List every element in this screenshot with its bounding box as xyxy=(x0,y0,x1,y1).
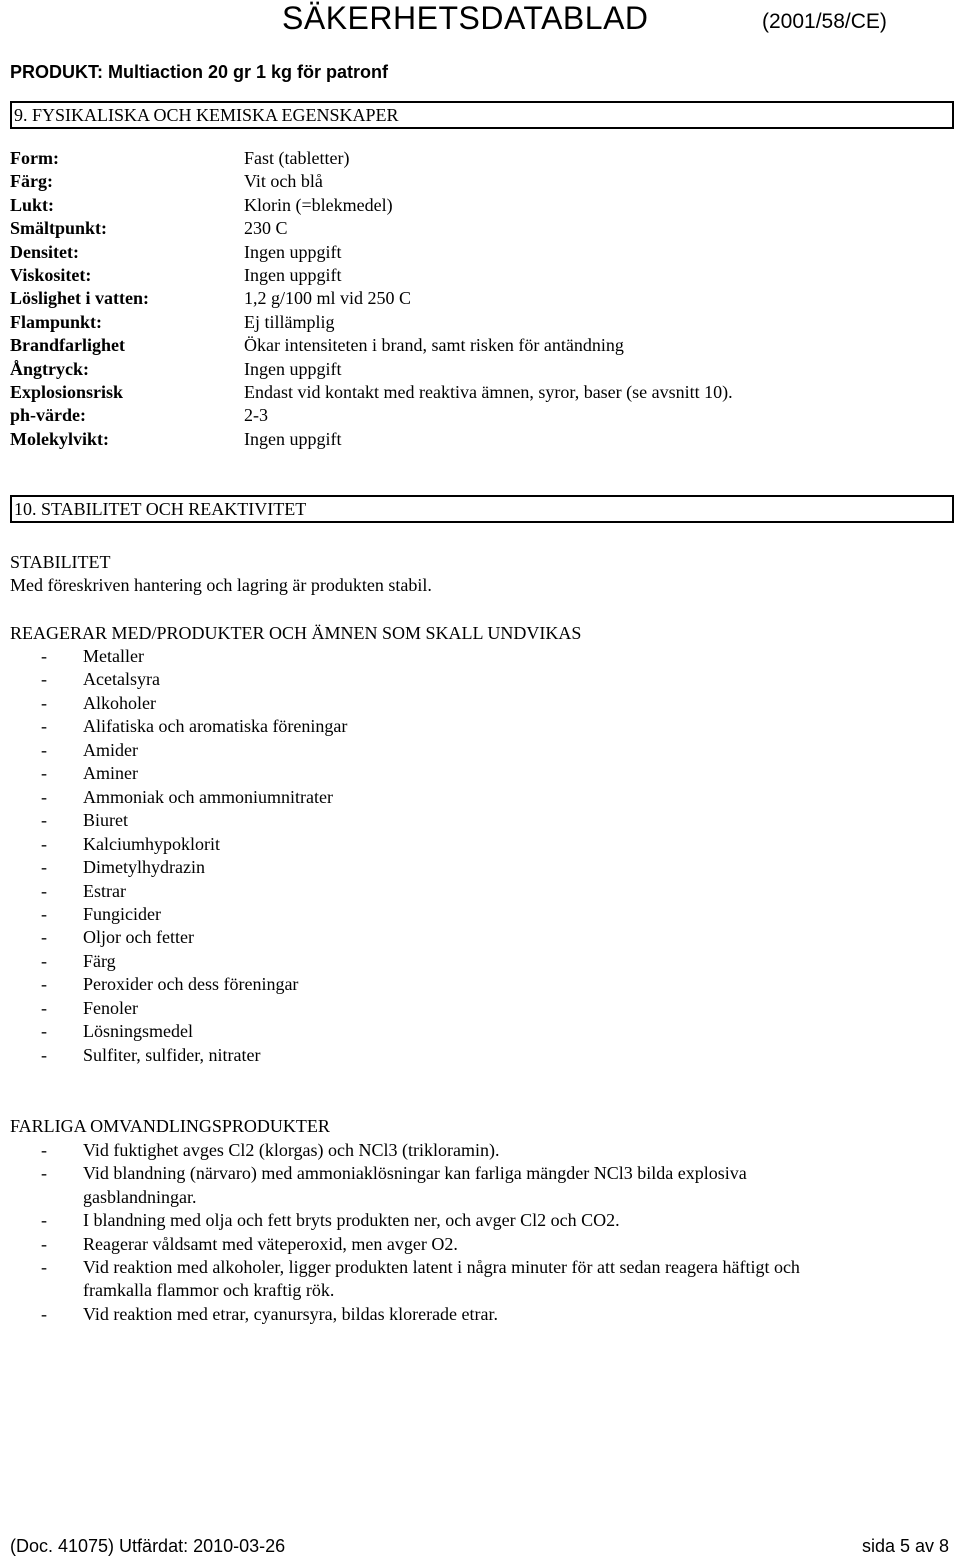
property-label: Brandfarlighet xyxy=(10,335,125,356)
property-row xyxy=(10,382,950,405)
product-name: PRODUKT: Multiaction 20 gr 1 kg för patronf xyxy=(10,62,389,82)
property-value: Ej tillämplig xyxy=(244,311,335,332)
list-item: - I blandning med olja och fett bryts produkten ner, och avger Cl2 och CO2. xyxy=(41,1210,620,1231)
section-10-header xyxy=(10,495,954,523)
list-item: - Dimetylhydrazin xyxy=(41,857,205,878)
property-row xyxy=(10,359,950,382)
list-item: - Alifatiska och aromatiska föreningar xyxy=(41,716,348,737)
property-value: 230 C xyxy=(244,218,288,239)
property-row xyxy=(10,335,950,358)
list-item: - Färg xyxy=(41,950,116,971)
list-item: - Amider xyxy=(41,739,138,760)
property-row xyxy=(10,265,950,288)
list-item: - Fenoler xyxy=(41,997,138,1018)
hazard-list xyxy=(10,1139,800,1326)
list-item: - Sulfiter, sulfider, nitrater xyxy=(41,1044,261,1065)
property-label: Färg: xyxy=(10,171,53,192)
list-item: - Estrar xyxy=(41,880,126,901)
property-label: Löslighet i vatten: xyxy=(10,288,149,309)
property-label: Lukt: xyxy=(10,194,55,215)
property-value: 1,2 g/100 ml vid 250 C xyxy=(244,288,412,309)
property-label: ph-värde: xyxy=(10,405,86,426)
property-value: 2-3 xyxy=(244,405,268,426)
property-value: Endast vid kontakt med reaktiva ämnen, syror, baser (se avsnitt 10). xyxy=(244,381,733,402)
section-9-title: 9. FYSIKALISKA OCH KEMISKA EGENSKAPER xyxy=(14,105,399,125)
property-value: Klorin (=blekmedel) xyxy=(244,194,393,215)
property-row xyxy=(10,171,950,194)
property-row xyxy=(10,405,950,428)
property-row xyxy=(10,242,950,265)
property-label: Molekylvikt: xyxy=(10,428,109,449)
property-label: Explosionsrisk xyxy=(10,381,124,402)
property-row xyxy=(10,195,950,218)
list-item: - Fungicider xyxy=(41,903,161,924)
property-value: Ingen uppgift xyxy=(244,358,342,379)
section-10-title: 10. STABILITET OCH REAKTIVITET xyxy=(14,499,307,519)
list-item: - Ammoniak och ammoniumnitrater xyxy=(41,786,333,807)
hazard-heading: FARLIGA OMVANDLINGSPRODUKTER xyxy=(10,1116,330,1136)
property-label: Flampunkt: xyxy=(10,311,103,332)
property-row xyxy=(10,429,950,452)
list-item: - Aminer xyxy=(41,763,138,784)
document-title: SÄKERHETSDATABLAD xyxy=(282,0,649,36)
property-label: Form: xyxy=(10,148,59,168)
property-value: Ingen uppgift xyxy=(244,241,342,262)
list-item: - Oljor och fetter xyxy=(41,927,194,948)
property-value: Ingen uppgift xyxy=(244,428,342,449)
list-item: - Vid fuktighet avges Cl2 (klorgas) och NCl3 (trikloramin). xyxy=(41,1140,500,1160)
property-row xyxy=(10,218,950,241)
property-value: Fast (tabletter) xyxy=(244,148,350,168)
stability-heading: STABILITET xyxy=(10,552,111,572)
footer-page-number: sida 5 av 8 xyxy=(862,1536,950,1556)
list-item: - Lösningsmedel xyxy=(41,1021,193,1042)
directive-reference: (2001/58/CE) xyxy=(762,10,887,33)
property-row xyxy=(10,312,950,335)
properties-table xyxy=(10,148,950,452)
list-item: - Kalciumhypoklorit xyxy=(41,833,220,854)
property-label: Viskositet: xyxy=(10,264,92,285)
section-9-header xyxy=(10,101,954,129)
property-row xyxy=(10,148,950,171)
property-value: Ingen uppgift xyxy=(244,264,342,285)
avoid-list xyxy=(10,645,347,1067)
property-row xyxy=(10,288,950,311)
property-value: Ökar intensiteten i brand, samt risken för antändning xyxy=(244,335,624,356)
footer-document-info: (Doc. 41075) Utfärdat: 2010-03-26 xyxy=(10,1536,286,1556)
list-item: - Metaller xyxy=(41,646,144,666)
list-item: - Vid reaktion med alkoholer, ligger produkten latent i några minuter för att sedan reagera häftigt och framkalla flammor och kraftig rök. xyxy=(41,1257,800,1301)
list-item: - Peroxider och dess föreningar xyxy=(41,974,299,995)
list-item: - Reagerar våldsamt med väteperoxid, men avger O2. xyxy=(41,1233,458,1254)
list-item: - Biuret xyxy=(41,810,128,831)
list-item: - Acetalsyra xyxy=(41,669,160,690)
stability-text: Med föreskriven hantering och lagring är produkten stabil. xyxy=(10,575,432,595)
property-value: Vit och blå xyxy=(244,171,323,192)
list-item: - Vid reaktion med etrar, cyanursyra, bildas klorerade etrar. xyxy=(41,1303,499,1324)
avoid-heading: REAGERAR MED/PRODUKTER OCH ÄMNEN SOM SKALL UNDVIKAS xyxy=(10,623,582,643)
list-item: - Vid blandning (närvaro) med ammoniaklösningar kan farliga mängder NCl3 bilda explosiva gasblandningar. xyxy=(41,1163,747,1207)
property-label: Smältpunkt: xyxy=(10,218,108,239)
property-label: Densitet: xyxy=(10,241,79,262)
property-label: Ångtryck: xyxy=(10,358,89,379)
list-item: - Alkoholer xyxy=(41,692,156,713)
